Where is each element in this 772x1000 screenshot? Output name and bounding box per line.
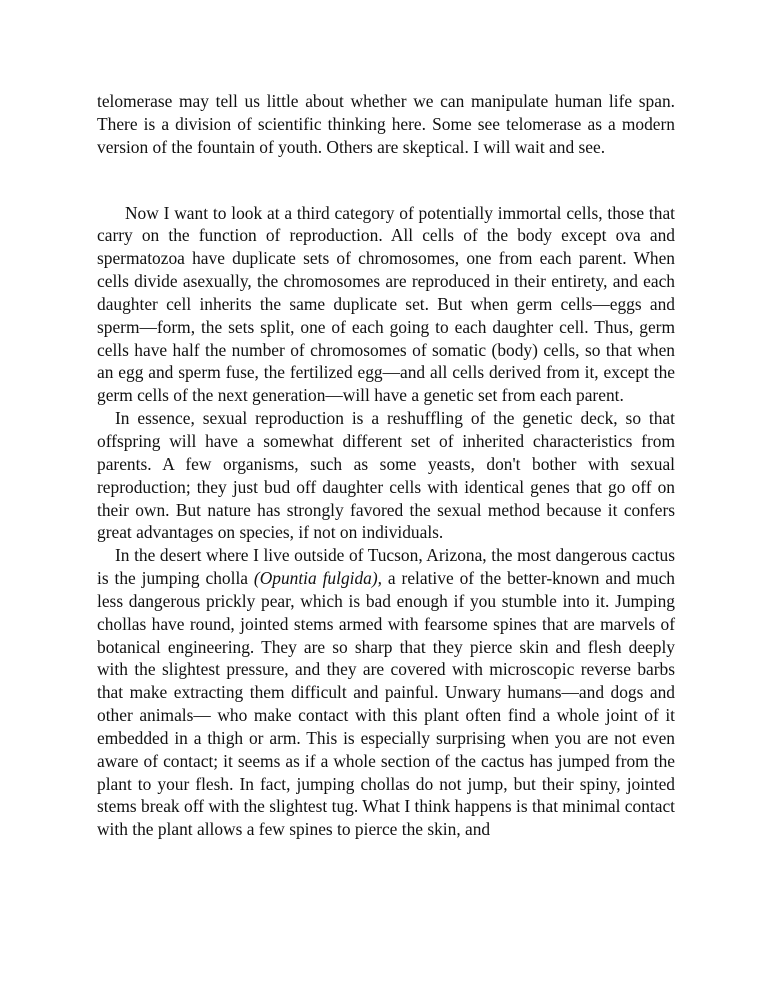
species-name: (Opuntia fulgida), [253, 568, 383, 589]
book-page [97, 90, 675, 841]
paragraph-sexual-reproduction: In essence, sexual reproduction is a reshuffling of the genetic deck, so that offspring will have a somewhat different set of inherited characteristics from parents. A few organisms, such as some yeasts, don't bother with sexual reproduction; they just bud off daughter cells with identical genes that go off on their own. But nature has strongly favored the sexual method because it confers great advantages on species, if not on individuals. [97, 408, 675, 543]
paragraph-jumping-cholla [97, 544, 675, 841]
paragraph-reproduction-cells: Now I want to look at a third category of potentially immortal cells, those that carry on the function of reproduction. All cells of the body except ova and spermatozoa have duplicate sets of chromosomes, one from each parent. When cells divide asexually, the chromosomes are reproduced in their entirety, and each daughter cell inherits the same duplicate set. But when germ cells—eggs and sperm—form, the sets split, one of each going to each daughter cell. Thus, germ cells have half the number of chromosomes of somatic (body) cells, so that when an egg and sperm fuse, the fertilized egg—and all cells derived from it, except the germ cells of the next generation—will have a genetic set from each parent. [97, 202, 675, 406]
cholla-text-after: a relative of the better-known and much less dangerous prickly pear, which is bad enough if you stumble into it. Jumping chollas have round, jointed stems armed with fearsome spines that are marvels of botanical engineering. They are so sharp that they pierce skin and flesh deeply with the slightest pressure, and they are covered with microscopic reverse barbs that make extracting them difficult and painful. Unwary humans—and dogs and other animals— who make contact with this plant often find a whole joint of it embedded in a thigh or arm. This is especially surprising when you are not even aware of contact; it seems as if a whole section of the cactus has jumped from the plant to your flesh. In fact, jumping chollas do not jump, but their spiny, jointed stems break off with the slightest tug. What I think happens is that minimal contact with the plant allows a few spines to pierce the skin, and [97, 568, 676, 840]
paragraph-telomerase-conclusion: telomerase may tell us little about whether we can manipulate human life span. There is a division of scientific thinking here. Some see telomerase as a modern version of the fountain of youth. Others are skeptical. I will wait and see. [97, 91, 675, 157]
cholla-text-before: In the desert where I live outside of Tucson, Arizona, the most dangerous cactus is the jumping cholla [97, 545, 675, 589]
section-break [97, 159, 675, 202]
